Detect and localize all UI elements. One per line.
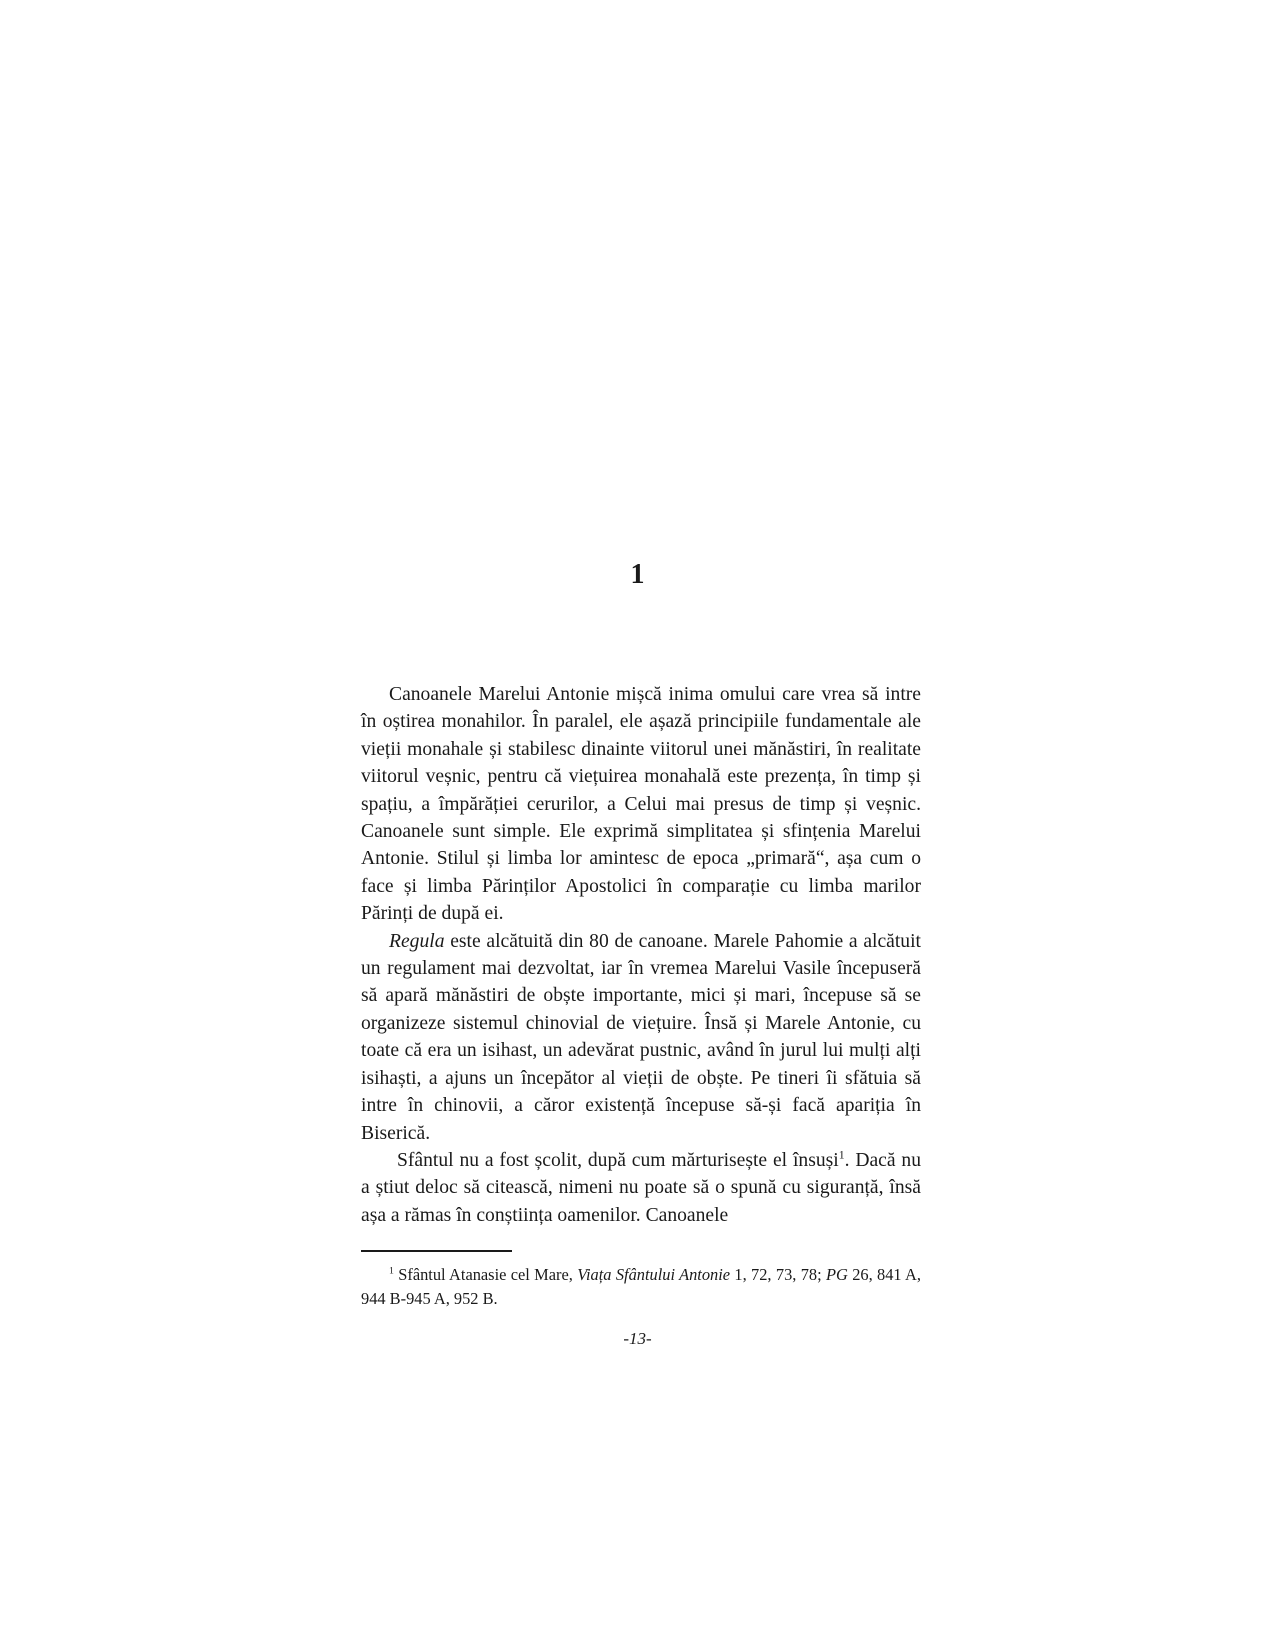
paragraph <box>361 681 921 928</box>
italic-title: Regula <box>389 930 445 952</box>
paragraph <box>361 1147 921 1229</box>
footnote-series: PG <box>826 1265 848 1284</box>
footnote <box>361 1263 921 1311</box>
footnote-separator <box>361 1250 512 1252</box>
paragraph-text: Sfântul nu a fost școlit, după cum mărturisește el însuși <box>397 1149 839 1171</box>
footnote-refs: 1, 72, 73, 78; <box>730 1265 826 1284</box>
footnote-work-title: Viața Sfântului Antonie <box>577 1265 731 1284</box>
paragraph <box>361 928 921 1147</box>
footnote-marker: 1 <box>389 1265 394 1277</box>
chapter-number: 1 <box>630 559 645 590</box>
body-text <box>361 681 921 1229</box>
paragraph-text: . Dacă nu a știut deloc să citească, nimeni nu poate să o spună cu siguranță, însă așa a rămas în conștiința oamenilor. Canoanele <box>361 1149 922 1226</box>
footnote-reference[interactable]: 1 <box>838 1148 845 1162</box>
page-number: -13- <box>623 1329 652 1348</box>
paragraph-text: este alcătuită din 80 de canoane. Marele Pahomie a alcătuit un regulament mai dezvoltat, iar în vremea Marelui Vasile începuseră să apară mănăstiri de obște importante, mici și mari, începuse să se organizeze sistemul chinovial de viețuire. Însă și Marele Antonie, cu toate că era un isihast, un adevărat pustnic, având în jurul lui mulți alți isihaști, a ajuns un începător al vieții de obște. Pe tineri îi sfătuia să intre în chinovii, a căror existență începuse să-și facă apariția în Biserică. <box>361 930 921 1144</box>
paragraph-text: Canoanele Marelui Antonie mișcă inima omului care vrea să intre în oștirea monahilor. În paralel, ele așază principiile fundamentale ale vieții monahale și stabilesc dinainte viitorul unei mănăstiri, în realitate viitorul veșnic, pentru că viețuirea monahală este prezența, în timp și spațiu, a împărăției cerurilor, a Celui mai presus de timp și veșnic. Canoanele sunt simple. Ele exprimă simplitatea și sfințenia Marelui Antonie. Stilul și limba lor amintesc de epoca „primară“, așa cum o face și limba Părinților Apostolici în comparație cu limba marilor Părinți de după ei. <box>361 684 921 925</box>
footnote-author: Sfântul Atanasie cel Mare, <box>393 1265 578 1284</box>
footnote-rest: 26, 841 A, 944 B-945 A, 952 B. <box>361 1265 921 1308</box>
